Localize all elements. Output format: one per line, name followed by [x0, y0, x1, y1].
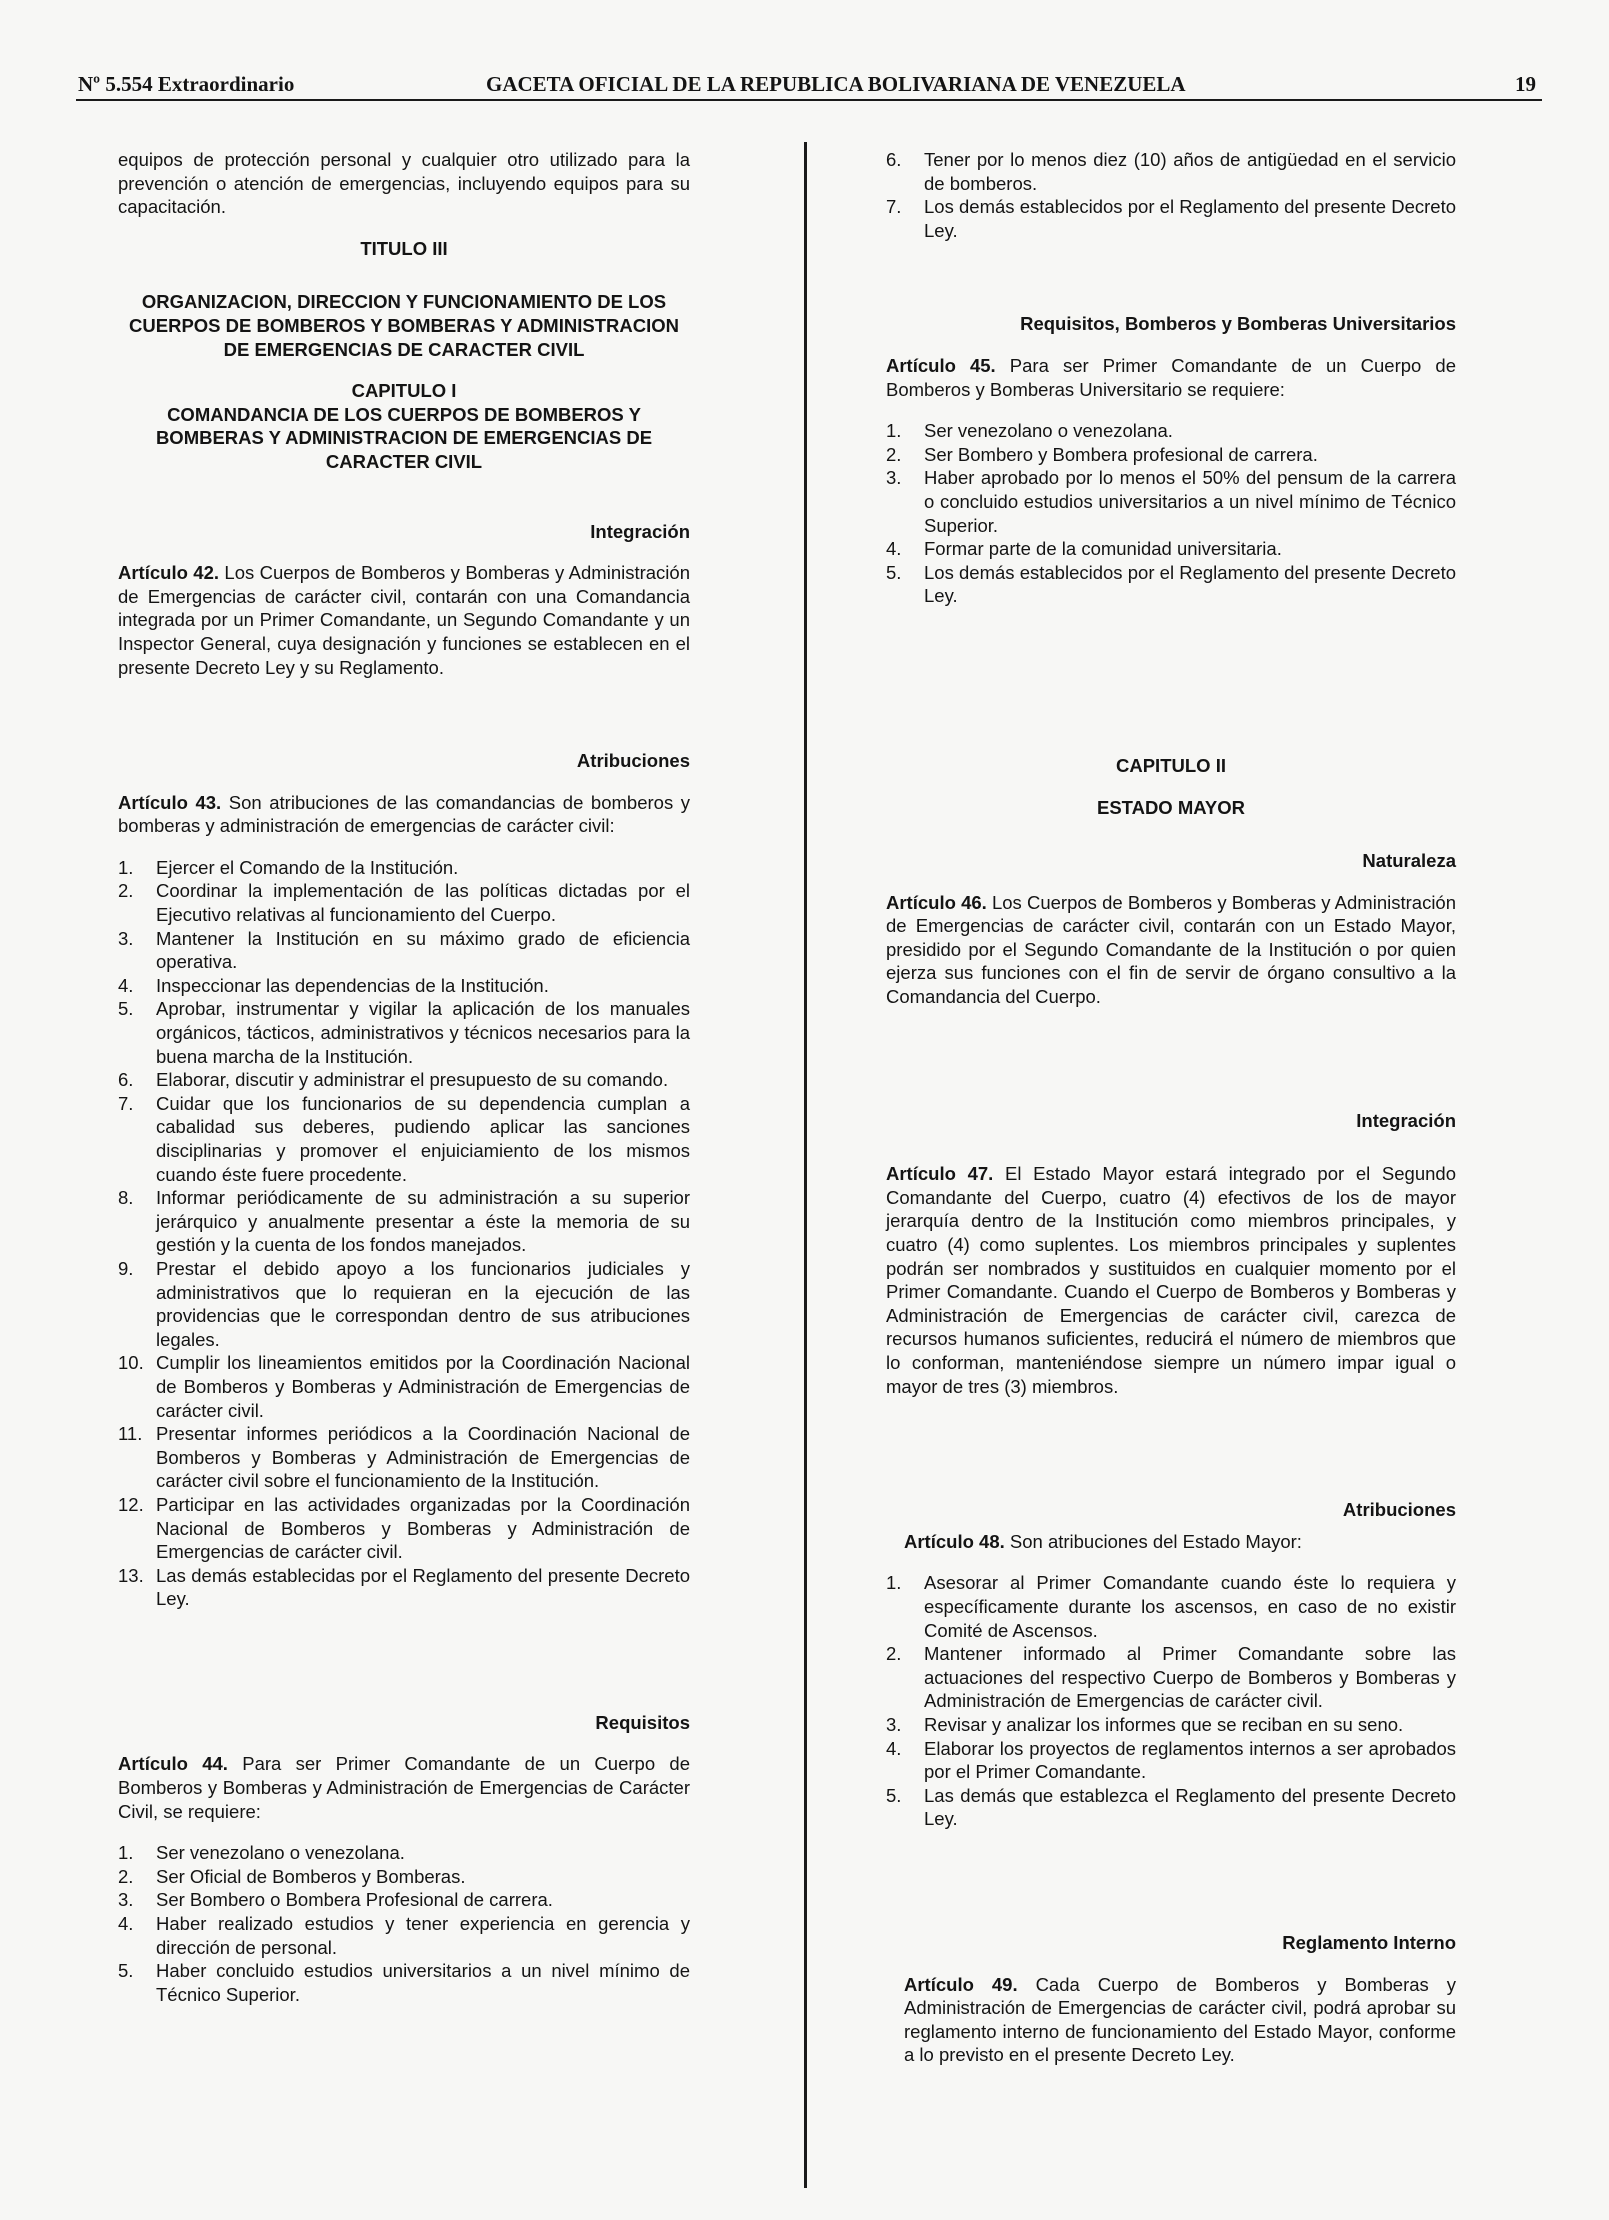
list-item [118, 1912, 690, 1959]
article-46 [886, 891, 1456, 1009]
list-item [118, 1841, 690, 1865]
item-text: Presentar informes periódicos a la Coordinación Nacional de Bomberos y Bomberas y Administración de Emergencias de carácter civil sobre el funcionamiento de la Institución. [156, 1423, 690, 1492]
list-item [118, 974, 690, 998]
item-number: 4. [118, 1913, 134, 1935]
article-label: Artículo 43. [118, 791, 222, 813]
item-text: Los demás establecidos por el Reglamento del presente Decreto Ley. [924, 196, 1456, 241]
item-text: Elaborar los proyectos de reglamentos internos a ser aprobados por el Primer Comandante. [924, 1737, 1456, 1783]
list-item [886, 1713, 1456, 1737]
item-text: Haber aprobado por lo menos el 50% del pensum de la carrera o concluido estudios universitarios a un nivel mínimo de Técnico Superior. [924, 467, 1456, 536]
header-rule [76, 99, 1542, 101]
article-text: Los Cuerpos de Bomberos y Bomberas y Administración de Emergencias de carácter civil, contarán con una Comandancia integrada por un Primer Comandante, un Segundo Comandante y un Inspector General, cuya designación y funciones se establecen en el presente Decreto Ley y su Reglamento. [118, 562, 690, 678]
list-item [886, 1642, 1456, 1713]
list-item [886, 1784, 1456, 1831]
item-text: Revisar y analizar los informes que se reciban en su seno. [924, 1713, 1404, 1735]
list-item [118, 879, 690, 926]
item-text: Haber concluido estudios universitarios a un nivel mínimo de Técnico Superior. [156, 1960, 690, 2005]
titulo-name: ORGANIZACION, DIRECCION Y FUNCIONAMIENTO DE LOS CUERPOS DE BOMBEROS Y BOMBERAS Y ADMINISTRACION DE EMERGENCIAS DE CARACTER CIVIL [129, 291, 679, 360]
list-item [118, 927, 690, 974]
article-45-list [886, 419, 1456, 608]
item-text: Ser venezolano o venezolana. [924, 420, 1173, 442]
item-text: Cumplir los lineamientos emitidos por la Coordinación Nacional de Bomberos y Bomberas y Administración de Emergencias de carácter civil. [156, 1352, 690, 1421]
item-number: 9. [118, 1257, 134, 1279]
article-label: Artículo 42. [118, 562, 220, 584]
article-label: Artículo 46. [886, 891, 987, 913]
item-number: 7. [118, 1092, 134, 1114]
item-text: Ser Bombero o Bombera Profesional de carrera. [156, 1889, 553, 1911]
section-heading-integracion: Integración [590, 520, 690, 542]
article-44 [118, 1752, 690, 1823]
item-number: 1. [886, 1572, 902, 1594]
list-item [886, 1737, 1456, 1784]
section-heading-atribuciones: Atribuciones [1342, 1499, 1456, 1521]
list-item [118, 1865, 690, 1889]
item-number: 6. [886, 149, 902, 170]
item-text: Ejercer el Comando de la Institución. [156, 856, 459, 878]
list-item [886, 1571, 1456, 1642]
list-item [118, 997, 690, 1068]
capitulo-2-heading: CAPITULO II [1116, 754, 1226, 776]
item-text: Mantener informado al Primer Comandante sobre las actuaciones del respectivo Cuerpo de Bomberos y Bomberas y Administración de Emergencias de carácter civil. [924, 1643, 1456, 1712]
item-number: 1. [118, 856, 134, 878]
gazette-title: GACETA OFICIAL DE LA REPUBLICA BOLIVARIANA DE VENEZUELA [486, 72, 1186, 96]
item-text: Participar en las actividades organizadas por la Coordinación Nacional de Bomberos y Bomberas y Administración de Emergencias de carácter civil. [156, 1493, 690, 1563]
item-number: 1. [886, 420, 902, 442]
item-number: 4. [886, 538, 902, 560]
item-text: Ser venezolano o venezolana. [156, 1842, 405, 1864]
item-number: 3. [118, 1889, 134, 1911]
list-item [886, 561, 1456, 608]
list-item [886, 443, 1456, 467]
article-text: Los Cuerpos de Bomberos y Bomberas y Administración de Emergencias de carácter civil, contarán con un Estado Mayor, presidido por el Segundo Comandante de la Institución o por quien ejerza sus funciones con el fin de servir de órgano consultivo a la Comandancia del Cuerpo. [886, 891, 1457, 1008]
item-number: 3. [118, 927, 134, 949]
list-item [118, 1493, 690, 1564]
item-number: 7. [886, 196, 902, 218]
titulo-heading: TITULO III [360, 237, 448, 259]
item-text: Informar periódicamente de su administración a su superior jerárquico y anualmente presentar a éste la memoria de su gestión y la cuenta de los fondos manejados. [156, 1187, 690, 1256]
item-number: 4. [118, 974, 134, 996]
article-49 [904, 1973, 1456, 2067]
item-number: 10. [118, 1352, 144, 1374]
item-number: 4. [886, 1737, 902, 1759]
capitulo-2-name: ESTADO MAYOR [1096, 796, 1246, 818]
item-number: 3. [886, 467, 902, 489]
item-text: Cuidar que los funcionarios de su dependencia cumplan a cabalidad sus deberes, pudiendo aplicar las sanciones disciplinarias y promover el enjuiciamiento de los mismos cuando éste fuere procedente. [156, 1092, 690, 1185]
article-label: Artículo 47. [886, 1163, 994, 1185]
item-number: 5. [118, 1960, 134, 1982]
article-label: Artículo 44. [118, 1753, 228, 1775]
article-text: Son atribuciones del Estado Mayor: [1004, 1530, 1302, 1552]
article-43-list [118, 856, 690, 1611]
list-item [886, 195, 1456, 242]
list-item [118, 1422, 690, 1493]
article-43 [118, 791, 690, 838]
item-number: 3. [886, 1713, 902, 1735]
list-item [118, 1564, 690, 1611]
article-42 [118, 561, 690, 679]
section-heading-requisitos-universitarios: Requisitos, Bomberos y Bomberas Universitarios [1020, 313, 1456, 335]
item-number: 5. [886, 1784, 902, 1806]
item-number: 6. [118, 1069, 134, 1091]
page-number: 19 [1515, 72, 1536, 96]
section-heading-integracion: Integración [1356, 1109, 1456, 1131]
item-number: 13. [118, 1564, 144, 1586]
item-text: Prestar el debido apoyo a los funcionarios judiciales y administrativos que lo requieran en la ejecución de las providencias que le correspondan dentro de sus atribuciones legales. [156, 1257, 690, 1350]
item-number: 2. [886, 1643, 902, 1665]
list-item [886, 466, 1456, 537]
item-number: 12. [118, 1493, 144, 1515]
list-item [118, 1068, 690, 1092]
item-number: 2. [118, 1865, 134, 1887]
article-text: Son atribuciones de las comandancias de bomberos y bomberas y administración de emergencias de carácter civil: [118, 791, 691, 837]
list-item [118, 1959, 690, 2006]
section-heading-atribuciones: Atribuciones [576, 750, 690, 772]
item-number: 5. [118, 998, 134, 1020]
capitulo-heading: CAPITULO I [351, 380, 457, 402]
section-heading-reglamento-interno: Reglamento Interno [1282, 1931, 1456, 1953]
article-45 [886, 354, 1456, 401]
item-number: 2. [886, 443, 902, 465]
item-number: 5. [886, 561, 902, 583]
section-heading-requisitos: Requisitos [595, 1711, 690, 1733]
item-text: Ser Oficial de Bomberos y Bomberas. [156, 1865, 466, 1887]
item-text: Aprobar, instrumentar y vigilar la aplicación de los manuales orgánicos, tácticos, administrativos y técnicos necesarios para la buena marcha de la Institución. [156, 998, 690, 1067]
article-48 [904, 1530, 1456, 1554]
item-number: 2. [118, 880, 134, 902]
article-44-list [118, 1841, 690, 2006]
article-text: Para ser Primer Comandante de un Cuerpo de Bomberos y Bomberas Universitario se requiere: [886, 354, 1456, 400]
list-item [118, 856, 690, 880]
article-text: El Estado Mayor estará integrado por el Segundo Comandante del Cuerpo, cuatro (4) efectivos de los de mayor jerarquía dentro de la Institución como miembros principales, y cuatro (4) como suplentes. Los miembros principales y suplentes podrán ser nombrados y sustituidos en cualquier momento por el Primer Comandante. Cuando el Cuerpo de Bomberos y Bomberas y Administración de Emergencias de carácter civil, carezca de recursos humanos suficientes, reducirá el número de miembros que lo conforman, manteniéndose siempre un número impar igual o mayor de tres (3) miembros. [886, 1163, 1456, 1397]
item-text: Ser Bombero y Bombera profesional de carrera. [924, 443, 1318, 465]
article-label: Artículo 49. [904, 1973, 1018, 1995]
item-number: 8. [118, 1187, 134, 1209]
item-text: Asesorar al Primer Comandante cuando éste lo requiera y específicamente durante los ascensos, en caso de no existir Comité de Ascensos. [924, 1572, 1456, 1641]
list-item [118, 1186, 690, 1257]
column-divider [804, 142, 807, 2188]
item-text: Mantener la Institución en su máximo grado de eficiencia operativa. [156, 927, 690, 973]
item-text: Coordinar la implementación de las políticas dictadas por el Ejecutivo relativas al funcionamiento del Cuerpo. [156, 880, 690, 926]
item-text: Las demás que establezca el Reglamento del presente Decreto Ley. [924, 1784, 1456, 1830]
left-column [118, 148, 690, 2006]
list-item [118, 1092, 690, 1186]
right-column [886, 148, 1456, 2067]
section-heading-naturaleza: Naturaleza [1362, 850, 1456, 872]
list-item [886, 419, 1456, 443]
list-item [118, 1257, 690, 1351]
article-label: Artículo 48. [904, 1530, 1005, 1552]
capitulo-name: COMANDANCIA DE LOS CUERPOS DE BOMBEROS Y BOMBERAS Y ADMINISTRACION DE EMERGENCIAS DE CARACTER CIVIL [155, 403, 653, 472]
item-number: 1. [118, 1842, 134, 1864]
article-text: Cada Cuerpo de Bomberos y Bomberas y Administración de Emergencias de carácter civil, podrá aprobar su reglamento interno de funcionamiento del Estado Mayor, conforme a lo previsto en el presente Decreto Ley. [904, 1973, 1457, 2066]
item-number: 11. [118, 1423, 143, 1445]
item-text: Los demás establecidos por el Reglamento del presente Decreto Ley. [924, 561, 1456, 607]
list-item [886, 537, 1456, 561]
issue-number: Nº 5.554 Extraordinario [78, 72, 295, 96]
list-item [118, 1888, 690, 1912]
article-48-list [886, 1571, 1456, 1831]
article-47 [886, 1162, 1456, 1398]
item-text: Tener por lo menos diez (10) años de antigüedad en el servicio de bomberos. [924, 149, 1456, 194]
list-item [886, 148, 1456, 195]
item-text: Formar parte de la comunidad universitaria. [924, 538, 1282, 560]
intro-paragraph: equipos de protección personal y cualquier otro utilizado para la prevención o atención de emergencias, incluyendo equipos para su capacitación. [118, 149, 690, 218]
item-text: Haber realizado estudios y tener experiencia en gerencia y dirección de personal. [156, 1913, 690, 1958]
item-text: Las demás establecidas por el Reglamento del presente Decreto Ley. [156, 1564, 690, 1610]
item-text: Inspeccionar las dependencias de la Institución. [156, 974, 549, 996]
list-item [118, 1351, 690, 1422]
article-label: Artículo 45. [886, 354, 996, 376]
article-44-list-continued [886, 148, 1456, 242]
item-text: Elaborar, discutir y administrar el presupuesto de su comando. [156, 1069, 669, 1091]
article-text: Para ser Primer Comandante de un Cuerpo de Bomberos y Bomberas y Administración de Emergencias de Carácter Civil, se requiere: [118, 1753, 690, 1822]
